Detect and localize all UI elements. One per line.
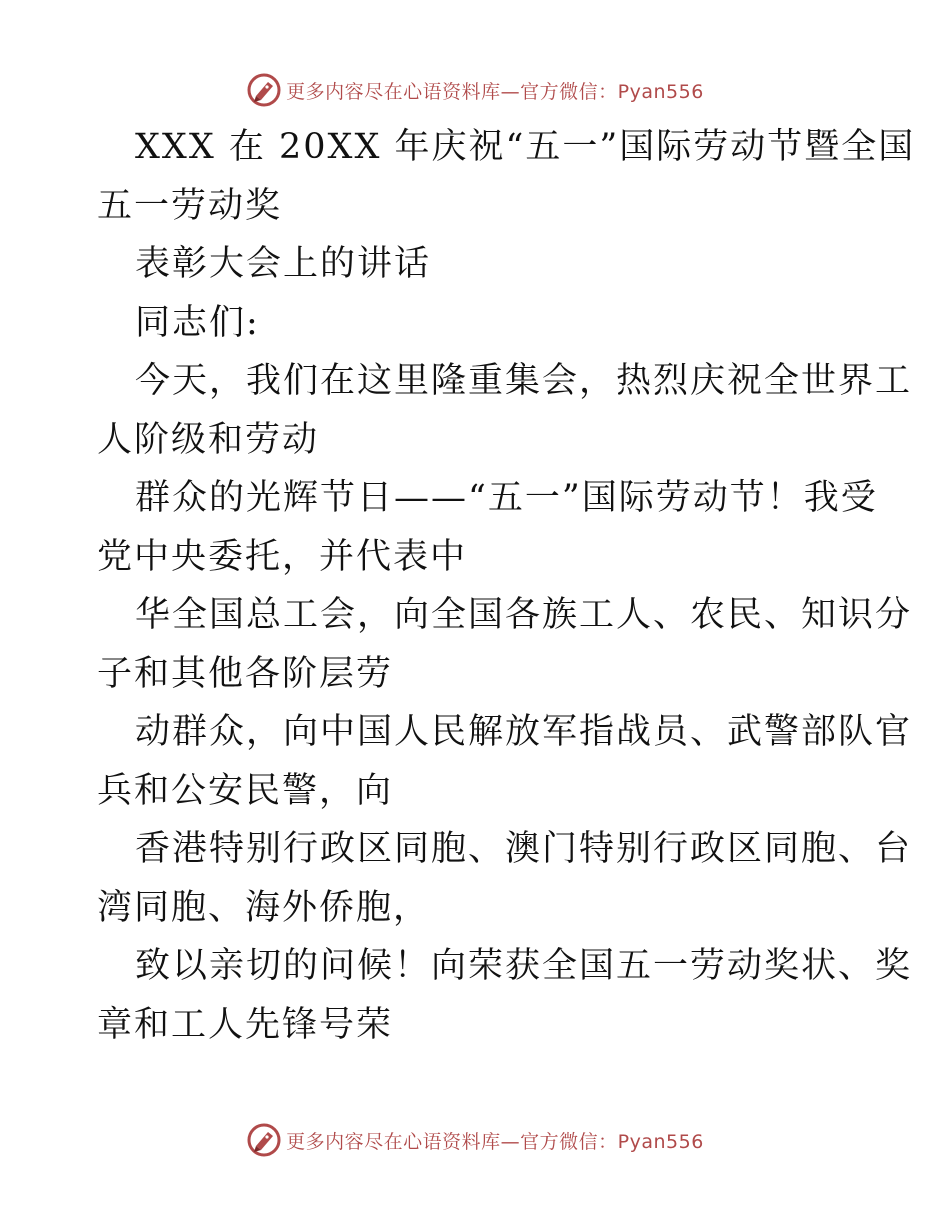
header-watermark-banner	[0, 70, 950, 110]
pen-nib-logo-icon	[246, 1122, 282, 1158]
paragraph-line: 香港特别行政区同胞、澳门特别行政区同胞、台	[135, 829, 913, 869]
document-body	[97, 118, 916, 1054]
paragraph-line: 湾同胞、海外侨胞，	[97, 887, 431, 928]
paragraph-line: 华全国总工会，向全国各族工人、农民、知识分	[135, 595, 913, 635]
footer-watermark-banner	[0, 1120, 950, 1160]
paragraph-line: 人阶级和劳动	[97, 419, 320, 460]
paragraph-line: 章和工人先锋号荣	[97, 1004, 394, 1045]
watermark-text: 更多内容尽在心语资料库—官方微信：Pyan556	[286, 80, 704, 103]
paragraph-line: 兵和公安民警，向	[97, 770, 394, 811]
paragraph-line: 群众的光辉节日——“五一”国际劳动节！我受	[135, 478, 878, 518]
paragraph-line: 子和其他各阶层劳	[97, 653, 394, 694]
paragraph-line: 今天，我们在这里隆重集会，热烈庆祝全世界工	[135, 361, 913, 401]
watermark-text: 更多内容尽在心语资料库—官方微信：Pyan556	[286, 1130, 704, 1153]
title-line-1: XXX 在 20XX 年庆祝“五一”国际劳动节暨全国	[135, 127, 916, 167]
paragraph-line: 党中央委托，并代表中	[97, 536, 468, 577]
paragraph-line: 致以亲切的问候！向荣获全国五一劳动奖状、奖	[135, 946, 913, 986]
salutation: 同志们:	[135, 302, 260, 343]
title-line-3: 表彰大会上的讲话	[135, 244, 432, 284]
paragraph-line: 动群众，向中国人民解放军指战员、武警部队官	[135, 712, 913, 752]
title-line-2: 五一劳动奖	[97, 185, 283, 226]
pen-nib-logo-icon	[246, 72, 282, 108]
